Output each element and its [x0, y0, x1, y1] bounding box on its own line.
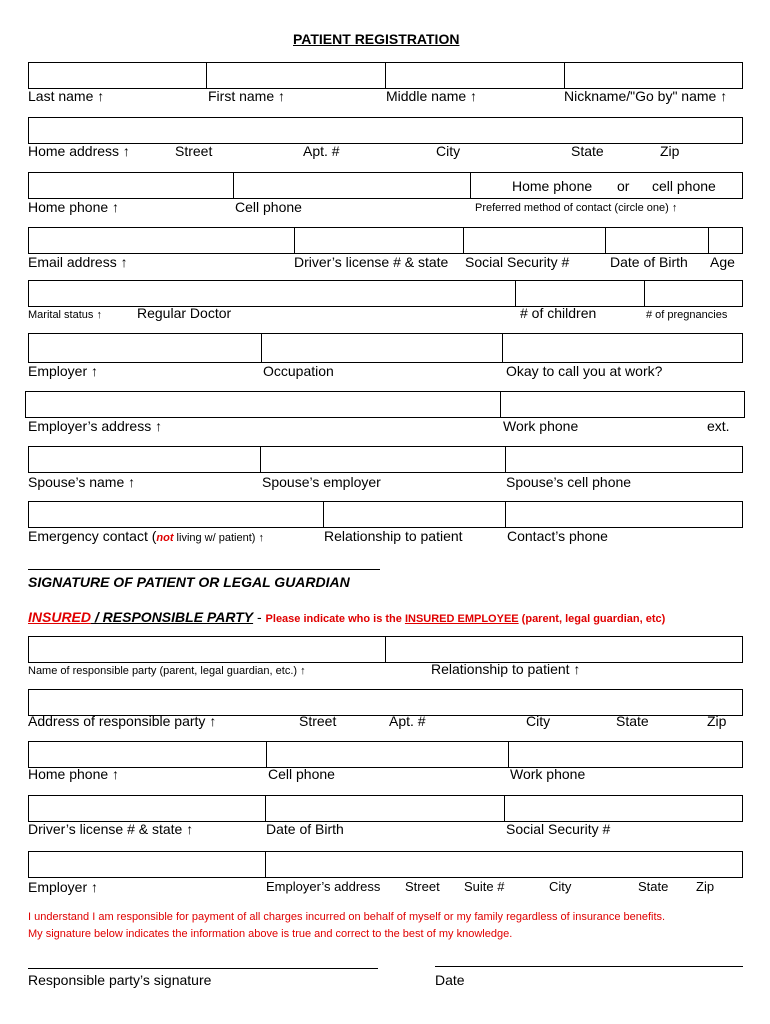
- cell-phone-field[interactable]: [233, 172, 471, 199]
- r-dob-label: Date of Birth: [266, 821, 344, 837]
- disclaimer-line-2: My signature below indicates the information above is true and correct to the best of my knowledge.: [28, 928, 513, 940]
- spouse-name-label: Spouse’s name ↑: [28, 474, 136, 490]
- insured-note-emphasis: INSURED EMPLOYEE: [404, 613, 519, 625]
- r-employer-street-label: Street: [405, 879, 440, 894]
- responsible-address-field[interactable]: [28, 689, 743, 716]
- r-home-phone-field[interactable]: [28, 741, 267, 768]
- last-name-label: Last name ↑: [28, 88, 105, 104]
- r-city-label: City: [526, 713, 551, 729]
- email-label: Email address ↑: [28, 254, 128, 270]
- spouse-employer-field[interactable]: [260, 446, 506, 473]
- email-field[interactable]: [28, 227, 295, 254]
- city-label: City: [436, 143, 461, 159]
- home-phone-label: Home phone ↑: [28, 199, 120, 215]
- pregnancies-label: # of pregnancies: [646, 309, 728, 321]
- dob-field[interactable]: [605, 227, 709, 254]
- spouse-cell-label: Spouse’s cell phone: [506, 474, 632, 490]
- insured-note-post: (parent, legal guardian, etc): [518, 613, 666, 625]
- r-employer-city-label: City: [549, 879, 572, 894]
- okay-call-label: Okay to call you at work?: [506, 363, 663, 379]
- occupation-label: Occupation: [263, 363, 334, 379]
- responsible-signature-label: Responsible party’s signature: [28, 972, 212, 988]
- date-label: Date: [435, 972, 465, 988]
- nickname-field[interactable]: [564, 62, 743, 89]
- middle-name-label: Middle name ↑: [386, 88, 478, 104]
- employer-address-label: Employer’s address ↑: [28, 418, 163, 434]
- emergency-contact-field[interactable]: [28, 501, 324, 528]
- zip-label: Zip: [660, 143, 680, 159]
- age-field[interactable]: [708, 227, 743, 254]
- preferred-method-label: Preferred method of contact (circle one) ↑: [475, 202, 678, 214]
- choice-or: or: [617, 178, 630, 194]
- r-ssn-label: Social Security #: [506, 821, 611, 837]
- not-emphasis: not: [156, 532, 174, 544]
- home-address-field[interactable]: [28, 117, 743, 144]
- dob-label: Date of Birth: [610, 254, 688, 270]
- last-name-field[interactable]: [28, 62, 207, 89]
- first-name-field[interactable]: [206, 62, 386, 89]
- r-employer-address-field[interactable]: [265, 851, 743, 878]
- r-cell-phone-field[interactable]: [266, 741, 509, 768]
- drivers-license-field[interactable]: [294, 227, 464, 254]
- responsible-address-label: Address of responsible party ↑: [28, 713, 217, 729]
- r-employer-suite-label: Suite #: [464, 879, 505, 894]
- contact-phone-label: Contact’s phone: [507, 528, 608, 544]
- responsible-relationship-label: Relationship to patient ↑: [431, 661, 581, 677]
- r-work-phone-field[interactable]: [508, 741, 743, 768]
- pregnancies-field[interactable]: [644, 280, 743, 307]
- first-name-label: First name ↑: [208, 88, 286, 104]
- age-label: Age: [710, 254, 735, 270]
- spouse-cell-field[interactable]: [505, 446, 743, 473]
- r-employer-label: Employer ↑: [28, 879, 99, 895]
- employer-field[interactable]: [28, 333, 262, 363]
- nickname-label: Nickname/"Go by" name ↑: [564, 88, 728, 104]
- home-address-label: Home address ↑: [28, 143, 130, 159]
- emergency-contact-note: living w/ patient) ↑: [173, 532, 264, 544]
- ext-label: ext.: [707, 418, 730, 434]
- choice-cell-phone[interactable]: cell phone: [652, 178, 716, 194]
- disclaimer-line-1: I understand I am responsible for payment of all charges incurred on behalf of myself or my family regardless of insurance benefits.: [28, 911, 666, 923]
- r-license-field[interactable]: [28, 795, 266, 822]
- apt-label: Apt. #: [303, 143, 340, 159]
- children-field[interactable]: [515, 280, 645, 307]
- r-state-label: State: [616, 713, 649, 729]
- r-cell-phone-label: Cell phone: [268, 766, 335, 782]
- occupation-field[interactable]: [261, 333, 503, 363]
- guardian-signature-label: SIGNATURE OF PATIENT OR LEGAL GUARDIAN: [28, 574, 350, 590]
- employer-label: Employer ↑: [28, 363, 99, 379]
- ssn-label: Social Security #: [465, 254, 570, 270]
- work-phone-label: Work phone: [503, 418, 579, 434]
- street-label: Street: [175, 143, 213, 159]
- r-work-phone-label: Work phone: [510, 766, 586, 782]
- responsible-relationship-field[interactable]: [385, 636, 743, 663]
- r-employer-state-label: State: [638, 879, 669, 894]
- r-street-label: Street: [299, 713, 337, 729]
- state-label: State: [571, 143, 604, 159]
- r-employer-zip-label: Zip: [696, 879, 715, 894]
- children-label: # of children: [520, 305, 597, 321]
- insured-word: INSURED: [28, 609, 92, 625]
- contact-phone-field[interactable]: [505, 501, 743, 528]
- header-dash: -: [253, 609, 266, 625]
- marital-status-label: Marital status ↑: [28, 309, 102, 321]
- r-license-label: Driver’s license # & state ↑: [28, 821, 194, 837]
- choice-home-phone[interactable]: Home phone: [512, 178, 593, 194]
- r-apt-label: Apt. #: [389, 713, 426, 729]
- r-zip-label: Zip: [707, 713, 727, 729]
- responsible-name-label: Name of responsible party (parent, legal guardian, etc.) ↑: [28, 665, 306, 677]
- emergency-contact-text: Emergency contact (: [28, 528, 157, 544]
- guardian-signature-line[interactable]: [28, 569, 380, 570]
- r-home-phone-label: Home phone ↑: [28, 766, 120, 782]
- cell-phone-label: Cell phone: [235, 199, 302, 215]
- responsible-name-field[interactable]: [28, 636, 386, 663]
- r-ssn-field[interactable]: [504, 795, 743, 822]
- insured-note-pre: Please indicate who is the: [265, 613, 405, 625]
- marital-doctor-field[interactable]: [28, 280, 516, 307]
- r-dob-field[interactable]: [265, 795, 505, 822]
- employer-address-field[interactable]: [25, 391, 501, 418]
- responsible-signature-line[interactable]: [28, 968, 378, 969]
- date-line[interactable]: [435, 966, 743, 967]
- r-employer-address-label: Employer’s address: [266, 879, 381, 894]
- regular-doctor-label: Regular Doctor: [137, 305, 232, 321]
- r-employer-field[interactable]: [28, 851, 266, 878]
- insured-header: [28, 609, 665, 627]
- work-phone-field[interactable]: [500, 391, 745, 418]
- emergency-contact-label: [28, 528, 264, 546]
- drivers-license-label: Driver’s license # & state: [294, 254, 449, 270]
- ssn-field[interactable]: [463, 227, 606, 254]
- page-title: PATIENT REGISTRATION: [293, 31, 460, 47]
- okay-call-field[interactable]: [502, 333, 743, 363]
- responsible-party-heading: / RESPONSIBLE PARTY: [91, 609, 254, 625]
- home-phone-field[interactable]: [28, 172, 234, 199]
- spouse-name-field[interactable]: [28, 446, 261, 473]
- middle-name-field[interactable]: [385, 62, 565, 89]
- relationship-label: Relationship to patient: [324, 528, 463, 544]
- spouse-employer-label: Spouse’s employer: [262, 474, 381, 490]
- relationship-field[interactable]: [323, 501, 506, 528]
